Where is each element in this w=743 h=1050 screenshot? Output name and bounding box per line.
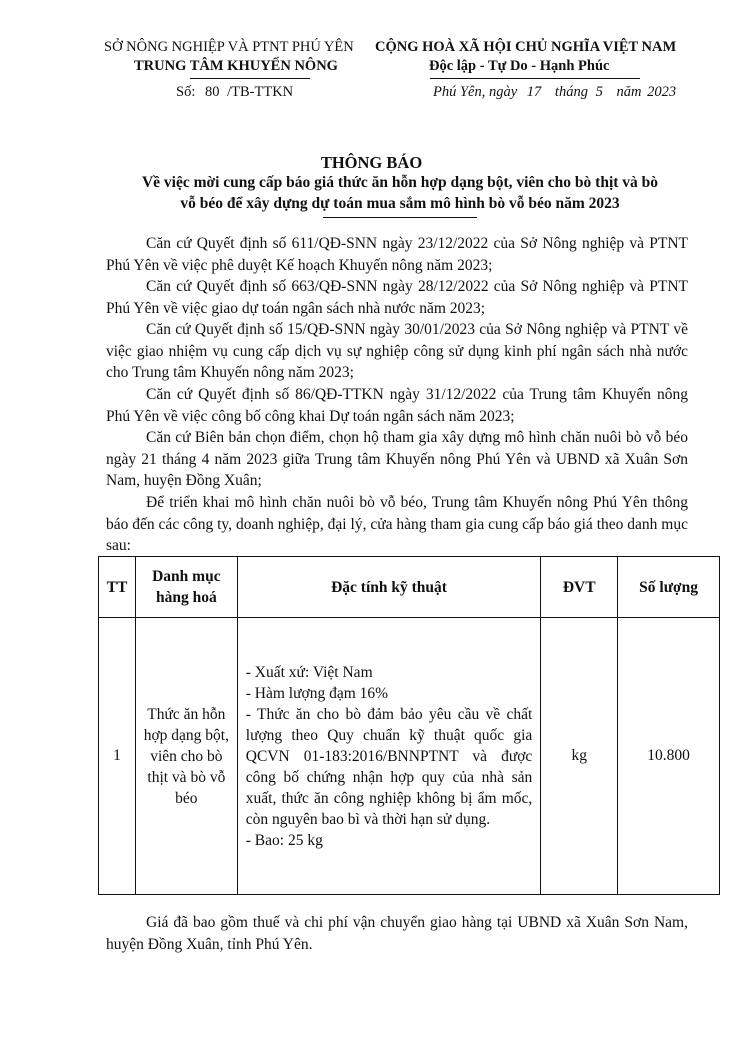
- header-goods-name: Danh mục hàng hoá: [135, 557, 237, 618]
- agency-name: TRUNG TÂM KHUYẾN NÔNG: [134, 58, 338, 74]
- header-tt: TT: [99, 557, 136, 618]
- header-spec: Đặc tính kỹ thuật: [237, 557, 541, 618]
- paragraph-basis-2: Căn cứ Quyết định số 663/QĐ-SNN ngày 28/12/2022 của Sở Nông nghiệp và PTNT Phú Yên về việc giao dự toán ngân sách nhà nước năm 2023;: [106, 278, 688, 317]
- table-row: [99, 618, 720, 895]
- paragraph-price-note: Giá đã bao gồm thuế và chi phí vận chuyển giao hàng tại UBND xã Xuân Sơn Nam, huyện Đồng Xuân, tỉnh Phú Yên.: [106, 914, 688, 953]
- paragraph-announcement: Để triển khai mô hình chăn nuôi bò vỗ béo, Trung tâm Khuyến nông Phú Yên thông báo đến các công ty, doanh nghiệp, đại lý, cửa hàng tham gia cung cấp báo giá theo danh mục sau:: [106, 494, 688, 554]
- doc-number-value: 80: [204, 84, 220, 100]
- document-number: [176, 84, 293, 101]
- subject-underline: [323, 217, 477, 218]
- row-quantity: 10.800: [618, 618, 720, 895]
- row-goods-name: Thức ăn hỗn hợp dạng bột, viên cho bò thịt và bò vỗ béo: [135, 618, 237, 895]
- agency-underline: [190, 78, 310, 79]
- row-spec: [237, 618, 541, 895]
- spec-bag: - Bao: 25 kg: [245, 831, 323, 849]
- document-title: THÔNG BÁO: [320, 153, 423, 172]
- subject-line-1: Về việc mời cung cấp báo giá thức ăn hỗn hợp dạng bột, viên cho bò thịt và bò: [141, 174, 659, 191]
- paragraph-basis-4: Căn cứ Quyết định số 86/QĐ-TTKN ngày 31/12/2022 của Trung tâm Khuyến nông Phú Yên về việc công bố công khai Dự toán ngân sách năm 2023;: [106, 386, 688, 425]
- national-title: CỘNG HOÀ XÃ HỘI CHỦ NGHĨA VIỆT NAM: [375, 39, 677, 55]
- doc-number-suffix: /TB-TTKN: [227, 84, 294, 100]
- paragraph-basis-3: Căn cứ Quyết định số 15/QĐ-SNN ngày 30/01/2023 của Sở Nông nghiệp và PTNT về việc giao nhiệm vụ cung cấp dịch vụ sự nghiệp công sử dụng kinh phí ngân sách nhà nước cho Trung tâm Khuyến nông năm 2023;: [106, 321, 688, 381]
- motto-underline: [430, 78, 640, 79]
- header-quantity: Số lượng: [618, 557, 720, 618]
- national-motto: Độc lập - Tự Do - Hạnh Phúc: [429, 58, 610, 74]
- header-unit: ĐVT: [541, 557, 618, 618]
- spec-protein: - Hàm lượng đạm 16%: [245, 684, 389, 702]
- subject-line-2: vỗ béo để xây dựng dự toán mua sắm mô hình bò vỗ béo năm 2023: [180, 195, 620, 212]
- row-unit: kg: [541, 618, 618, 895]
- goods-table: [98, 556, 720, 895]
- row-tt: 1: [99, 618, 136, 895]
- doc-number-prefix: Số:: [176, 84, 196, 100]
- spec-origin: - Xuất xứ: Việt Nam: [245, 663, 373, 681]
- table-header-row: [99, 557, 720, 618]
- date-place: Phú Yên, ngày 17 tháng 5 năm 2023: [433, 84, 677, 100]
- agency-parent: SỞ NÔNG NGHIỆP VÀ PTNT PHÚ YÊN: [104, 39, 354, 55]
- paragraph-basis-5: Căn cứ Biên bản chọn điểm, chọn hộ tham gia xây dựng mô hình chăn nuôi bò vỗ béo ngày 21 tháng 4 năm 2023 giữa Trung tâm Khuyến nông Phú Yên và UBND xã Xuân Sơn Nam, huyện Đồng Xuân;: [106, 429, 688, 489]
- spec-quality: - Thức ăn cho bò đảm bảo yêu cầu về chất lượng theo Quy chuẩn kỹ thuật quốc gia QCVN 01-183:2016/BNNPTNT và được công bố chứng nhận hợp quy của nhà sản xuất, thức ăn công nghiệp không bị ẩm mốc, còn nguyên bao bì và thời hạn sử dụng.: [245, 705, 533, 828]
- paragraph-basis-1: Căn cứ Quyết định số 611/QĐ-SNN ngày 23/12/2022 của Sở Nông nghiệp và PTNT Phú Yên về việc phê duyệt Kế hoạch Khuyến nông năm 2023;: [106, 235, 688, 274]
